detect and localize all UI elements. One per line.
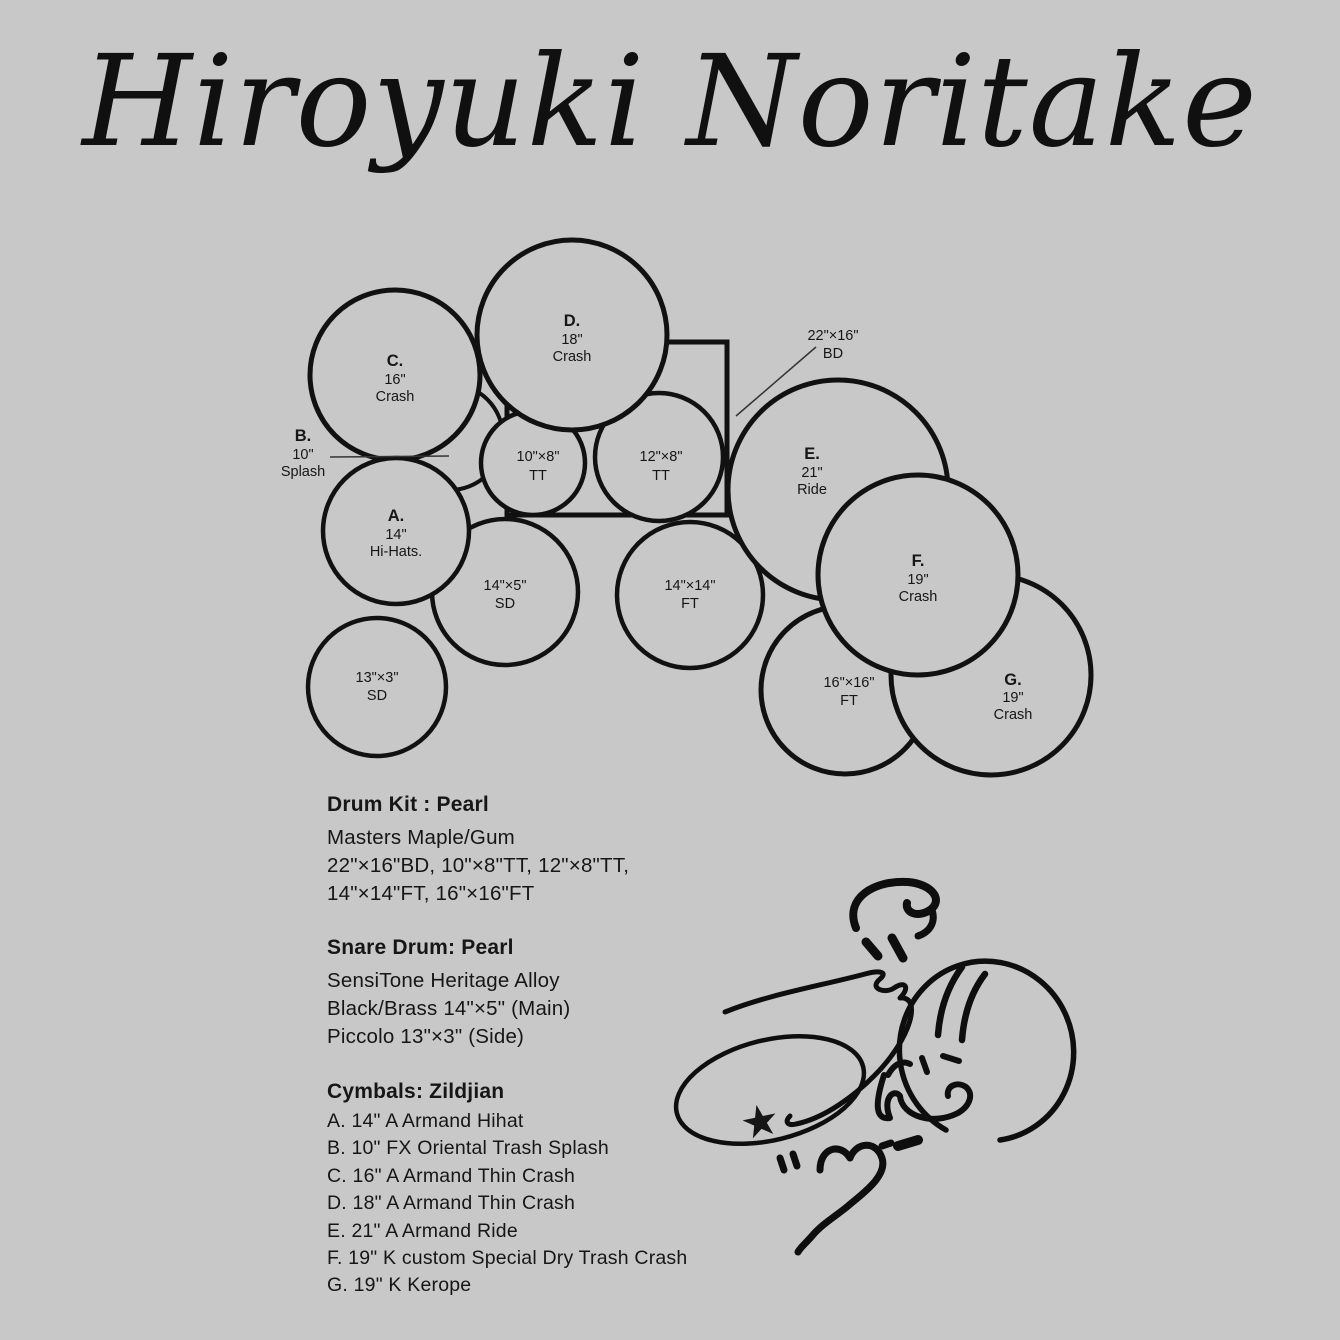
floor-tom-16-type: FT: [840, 693, 858, 709]
cymbal-line: F. 19" K custom Special Dry Trash Crash: [327, 1247, 688, 1270]
ride-e-type: Ride: [797, 482, 827, 498]
snare-drum-heading: Snare Drum: Pearl: [327, 936, 514, 959]
crash-g-letter: G.: [1004, 671, 1022, 689]
snare-drum-line: Black/Brass 14"×5" (Main): [327, 997, 571, 1020]
snare-main-type: SD: [494, 596, 516, 612]
signature-stroke: [853, 882, 936, 928]
drum-kit-line: Masters Maple/Gum: [327, 826, 515, 849]
hihat-a-letter: A.: [387, 507, 405, 525]
crash-f-type: Crash: [898, 589, 938, 605]
cymbal-line: A. 14" A Armand Hihat: [327, 1110, 524, 1132]
signature-stroke: [882, 1143, 891, 1146]
snare-drum-line: Piccolo 13"×3" (Side): [327, 1025, 525, 1048]
floor-tom-16-size: 16"×16": [823, 675, 875, 691]
crash-g-size: 19": [1002, 690, 1024, 706]
snare-side-type: SD: [366, 688, 388, 704]
bass-drum-type: BD: [822, 346, 844, 362]
tom-12x8-type: TT: [652, 468, 670, 484]
signature-stroke: [922, 1058, 927, 1072]
snare-side-size: 13"×3": [355, 670, 399, 686]
splash-b-type: Splash: [280, 464, 326, 480]
hihat-a-size: 14": [385, 527, 407, 543]
ride-e-letter: E.: [804, 445, 820, 463]
drum-kit-diagram: [250, 225, 1130, 800]
splash-pointer-line: [330, 456, 449, 457]
drum-kit-line: 14"×14"FT, 16"×16"FT: [327, 882, 535, 905]
cymbal-line: E. 21" A Armand Ride: [327, 1219, 518, 1242]
crash-g-type: Crash: [993, 707, 1033, 723]
hihat-a-type: Hi-Hats.: [369, 544, 423, 560]
crash-f-letter: F.: [911, 552, 925, 570]
floor-tom-14-type: FT: [681, 596, 699, 612]
signature-stroke: [892, 938, 903, 958]
star-glyph: ★: [735, 1093, 785, 1150]
drum-kit-heading: Drum Kit : Pearl: [327, 793, 489, 816]
signature-stroke: [962, 974, 985, 1040]
crash-d-letter: D.: [563, 312, 581, 330]
drum-kit-line: 22"×16"BD, 10"×8"TT, 12"×8"TT,: [327, 854, 630, 877]
heart-glyph: [798, 1145, 883, 1252]
splash-b-size: 10": [292, 447, 314, 463]
cymbal-line: C. 16" A Armand Thin Crash: [327, 1164, 576, 1187]
bass-drum-size: 22"×16": [807, 328, 859, 344]
splash-b-letter: B.: [294, 427, 312, 445]
floor-tom-14-size: 14"×14": [664, 578, 716, 594]
tom-10x8-size: 10"×8": [516, 449, 560, 465]
tom-10x8-type: TT: [529, 468, 547, 484]
cymbal-line: G. 19" K Kerope: [327, 1274, 472, 1297]
crash-c-size: 16": [384, 372, 406, 388]
cymbal-line: D. 18" A Armand Thin Crash: [327, 1192, 576, 1215]
signature-stroke: [866, 942, 878, 956]
signature-stroke: [943, 1056, 959, 1061]
ride-e-size: 21": [801, 465, 823, 481]
cymbal-line: B. 10" FX Oriental Trash Splash: [327, 1137, 609, 1160]
tom-12x8-size: 12"×8": [639, 449, 683, 465]
crash-d-type: Crash: [552, 349, 592, 365]
crash-f-size: 19": [907, 572, 929, 588]
crash-d-size: 18": [561, 332, 583, 348]
signature-stroke: [780, 1158, 784, 1170]
crash-c-letter: C.: [386, 352, 404, 370]
cymbals-heading: Cymbals: Zildjian: [327, 1080, 505, 1103]
crash-c-type: Crash: [375, 389, 415, 405]
signature-stroke: [899, 961, 1073, 1140]
snare-main-size: 14"×5": [483, 578, 527, 594]
signature-stroke: [938, 967, 962, 1035]
signature-stroke: [793, 1154, 797, 1166]
signature-graphic: [660, 870, 1120, 1270]
snare-drum-line: SensiTone Heritage Alloy: [327, 969, 560, 992]
artist-title: Hiroyuki Noritake: [82, 28, 1258, 175]
snare-side-circle: [308, 618, 446, 756]
signature-stroke: [898, 1140, 918, 1146]
